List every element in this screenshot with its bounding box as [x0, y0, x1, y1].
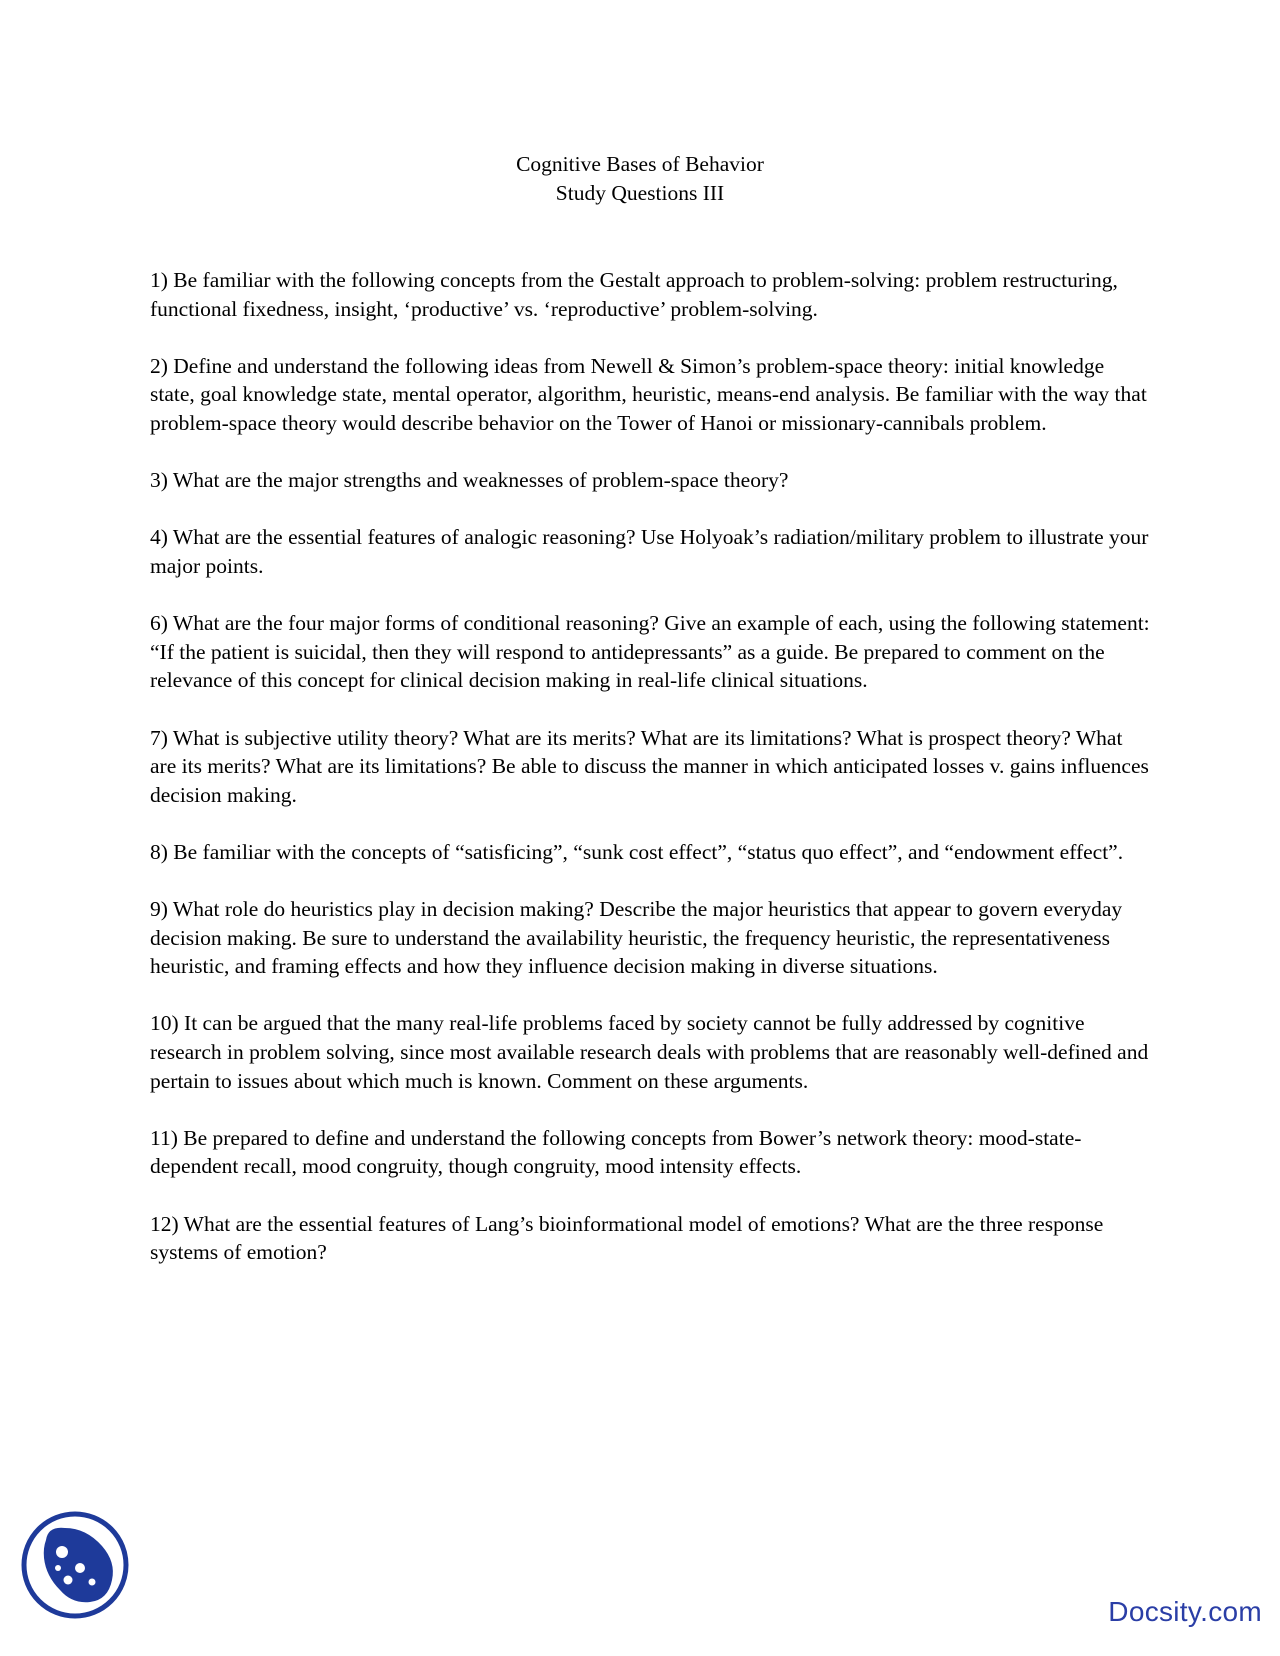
- question-list: [150, 266, 1150, 1295]
- question-9: 9) What role do heuristics play in decision making? Describe the major heuristics that appear to govern everyday decision making. Be sure to understand the availability heuristic, the frequency heuristic, the representativeness heuristic, and framing effects and how they influence decision making in diverse situations.: [150, 897, 1123, 979]
- question-1: 1) Be familiar with the following concepts from the Gestalt approach to problem-solving: problem restructuring, functional fixedness, insight, ‘productive’ vs. ‘reproductive’ problem-solving.: [150, 268, 1118, 321]
- question-6: 6) What are the four major forms of conditional reasoning? Give an example of each, using the following statement: “If the patient is suicidal, then they will respond to antidepressants” as a guide. Be prepared to comment on the relevance of this concept for clinical decision making in real-life clinical situations.: [150, 611, 1150, 693]
- question-3: 3) What are the major strengths and weaknesses of problem-space theory?: [150, 468, 789, 493]
- question-8: 8) Be familiar with the concepts of “satisficing”, “sunk cost effect”, “status quo effect”, and “endowment effect”.: [150, 839, 1124, 864]
- title-block: [0, 150, 1280, 208]
- question-12: 12) What are the essential features of Lang’s bioinformational model of emotions? What are the three response systems of emotion?: [150, 1211, 1104, 1265]
- question-2: 2) Define and understand the following ideas from Newell & Simon’s problem-space theory: initial knowledge state, goal knowledge state, mental operator, algorithm, heuristic, means-end analysis. Be familiar with the way that problem-space theory would describe behavior on the Tower of Hanoi or missionary-cannibals problem.: [150, 353, 1147, 435]
- question-7: 7) What is subjective utility theory? What are its merits? What are its limitations? What is prospect theory? What are its merits? What are its limitations? Be able to discuss the manner in which anticipated losses v. gains influences decision making.: [150, 725, 1149, 807]
- docsity-logo-icon[interactable]: [20, 1510, 130, 1620]
- document-title: Cognitive Bases of Behavior: [516, 152, 764, 176]
- document-subtitle: Study Questions III: [555, 181, 725, 205]
- docsity-brand-link[interactable]: Docsity.com: [1108, 1596, 1262, 1627]
- question-10: 10) It can be argued that the many real-life problems faced by society cannot be fully addressed by cognitive research in problem solving, since most available research deals with problems that are reasonably well-defined and pertain to issues about which much is known. Comment on these arguments.: [150, 1011, 1149, 1093]
- question-11: 11) Be prepared to define and understand the following concepts from Bower’s network theory: mood-state-dependent recall, mood congruity, though congruity, mood intensity effects.: [150, 1125, 1082, 1179]
- question-4: 4) What are the essential features of analogic reasoning? Use Holyoak’s radiation/military problem to illustrate your major points.: [150, 525, 1149, 578]
